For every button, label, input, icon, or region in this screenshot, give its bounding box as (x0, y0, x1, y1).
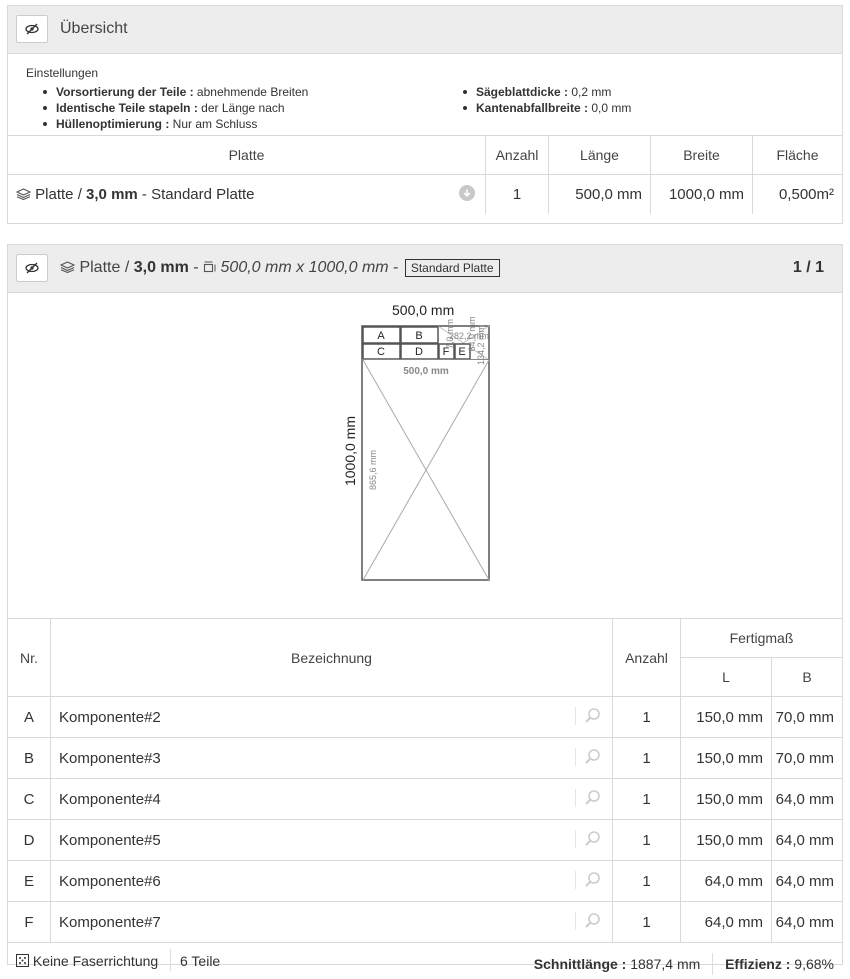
part-label: E (458, 346, 466, 358)
cutting-diagram (8, 293, 842, 619)
parts-count: 6 Teile (180, 953, 221, 969)
part-width: 64,0 mm (772, 861, 843, 902)
sheet-title: Platte / 3,0 mm - 500,0 mm x 1000,0 mm - Standard Platte (60, 259, 500, 277)
part-nr: C (8, 779, 51, 820)
col-header-breite: Breite (651, 136, 753, 175)
part-name-cell (51, 697, 613, 738)
sheet-footer (8, 943, 842, 979)
part-nr: F (8, 902, 51, 943)
setting-item: Kantenabfallbreite : 0,0 mm (476, 101, 632, 115)
sheet-size: 500,0 mm x 1000,0 mm (220, 259, 389, 276)
dimensions-icon (203, 261, 216, 273)
part-name-cell (51, 738, 613, 779)
overview-title: Übersicht (60, 20, 128, 37)
magnifier-icon[interactable] (575, 830, 602, 848)
part-name: Komponente#7 (59, 913, 161, 931)
setting-item: Sägeblattdicke : 0,2 mm (476, 84, 631, 100)
sheet-drawing (8, 293, 844, 618)
small-dim-label: 282,2 mm (448, 331, 490, 341)
part-label: C (377, 346, 385, 358)
part-nr: A (8, 697, 51, 738)
footer-stats: Schnittlänge : 1887,4 mm Effizienz : 9,68% (534, 953, 834, 975)
setting-item: Identische Teile stapeln : der Länge nach (56, 100, 308, 116)
settings-list-left (26, 84, 308, 132)
efficiency: 9,68% (794, 956, 834, 972)
col-header-anzahl: Anzahl (613, 619, 681, 697)
small-dim-label: 134,2 mm (476, 324, 486, 366)
sheet-header (8, 245, 842, 293)
sheet-outline (362, 326, 489, 580)
part-count: 1 (613, 697, 681, 738)
part-name-cell (51, 902, 613, 943)
grain-icon (16, 954, 29, 967)
col-header-nr: Nr. (8, 619, 51, 697)
part-width: 64,0 mm (772, 902, 843, 943)
table-row[interactable] (8, 697, 842, 738)
table-row[interactable] (8, 738, 842, 779)
page-indicator: 1 / 1 (792, 259, 824, 276)
part-length: 150,0 mm (681, 820, 772, 861)
table-row[interactable] (8, 175, 842, 215)
magnifier-icon[interactable] (575, 748, 602, 766)
part-count: 1 (613, 902, 681, 943)
overview-header (8, 6, 842, 54)
settings-label: Einstellungen (26, 66, 99, 80)
part-count: 1 (613, 861, 681, 902)
part-nr: B (8, 738, 51, 779)
part-name-cell (51, 779, 613, 820)
layers-icon (16, 188, 31, 200)
sheet-width: 1000,0 mm (651, 175, 753, 215)
col-header-anzahl: Anzahl (486, 136, 549, 175)
settings-list-right (446, 84, 631, 116)
sheets-table (8, 136, 842, 214)
part-label: F (442, 346, 450, 358)
col-header-platte: Platte (8, 136, 486, 175)
sheet-area: 0,500m² (778, 186, 834, 203)
magnifier-icon[interactable] (575, 871, 602, 889)
part-count: 1 (613, 820, 681, 861)
col-header-fertigmass: Fertigmaß (681, 619, 843, 658)
part-name: Komponente#3 (59, 749, 161, 767)
part-name: Komponente#2 (59, 708, 161, 726)
table-row[interactable] (8, 779, 842, 820)
sheet-count: 1 (486, 175, 549, 215)
col-header-bezeichnung: Bezeichnung (51, 619, 613, 697)
sheet-length: 500,0 mm (549, 175, 651, 215)
settings-section (8, 54, 842, 136)
cut-length: 1887,4 mm (630, 956, 701, 972)
magnifier-icon[interactable] (575, 707, 602, 725)
part-name-cell (51, 861, 613, 902)
part-length: 64,0 mm (681, 902, 772, 943)
layers-icon (60, 261, 75, 273)
small-dim-label: 64,0 mm (467, 316, 477, 352)
magnifier-icon[interactable] (575, 912, 602, 930)
sheet-panel (7, 244, 843, 972)
part-name: Komponente#4 (59, 790, 161, 808)
part-width: 64,0 mm (772, 779, 843, 820)
part-name: Komponente#6 (59, 872, 161, 890)
sheet-type-badge: Standard Platte (405, 259, 500, 277)
eye-slash-icon (25, 262, 39, 274)
col-header-b: B (772, 658, 843, 697)
overview-panel (7, 5, 843, 224)
part-count: 1 (613, 779, 681, 820)
part-label: B (415, 330, 423, 342)
part-label: A (377, 330, 385, 342)
col-header-laenge: Länge (549, 136, 651, 175)
magnifier-icon[interactable] (575, 789, 602, 807)
eye-slash-icon (25, 23, 39, 35)
table-row[interactable] (8, 820, 842, 861)
part-nr: D (8, 820, 51, 861)
part-length: 150,0 mm (681, 697, 772, 738)
table-row[interactable] (8, 902, 842, 943)
part-length: 64,0 mm (681, 861, 772, 902)
part-name: Komponente#5 (59, 831, 161, 849)
setting-item: Vorsortierung der Teile : abnehmende Breiten (56, 85, 309, 99)
chevron-down-circle-icon[interactable] (459, 185, 475, 201)
part-count: 1 (613, 738, 681, 779)
sheet-name-cell: Platte / 3,0 mm - Standard Platte (8, 175, 486, 215)
col-header-l: L (681, 658, 772, 697)
part-nr: E (8, 861, 51, 902)
inner-height-label: 865,6 mm (368, 449, 378, 491)
left-dimension: 1000,0 mm (342, 415, 358, 487)
small-dim-label: 7,0 mm (445, 318, 455, 350)
part-width: 70,0 mm (772, 697, 843, 738)
toggle-visibility-button[interactable] (16, 15, 48, 43)
grain-info: Keine Faserrichtung (16, 953, 158, 969)
part-name-cell (51, 820, 613, 861)
part-length: 150,0 mm (681, 779, 772, 820)
inner-width-label: 500,0 mm (403, 366, 449, 377)
col-header-flaeche: Fläche (753, 136, 843, 175)
top-dimension: 500,0 mm (392, 302, 455, 318)
part-width: 70,0 mm (772, 738, 843, 779)
part-label: D (415, 346, 423, 358)
part-length: 150,0 mm (681, 738, 772, 779)
part-width: 64,0 mm (772, 820, 843, 861)
toggle-visibility-button[interactable] (16, 254, 48, 282)
setting-item: Hüllenoptimierung : Nur am Schluss (56, 116, 308, 132)
parts-table (8, 619, 842, 943)
table-row[interactable] (8, 861, 842, 902)
